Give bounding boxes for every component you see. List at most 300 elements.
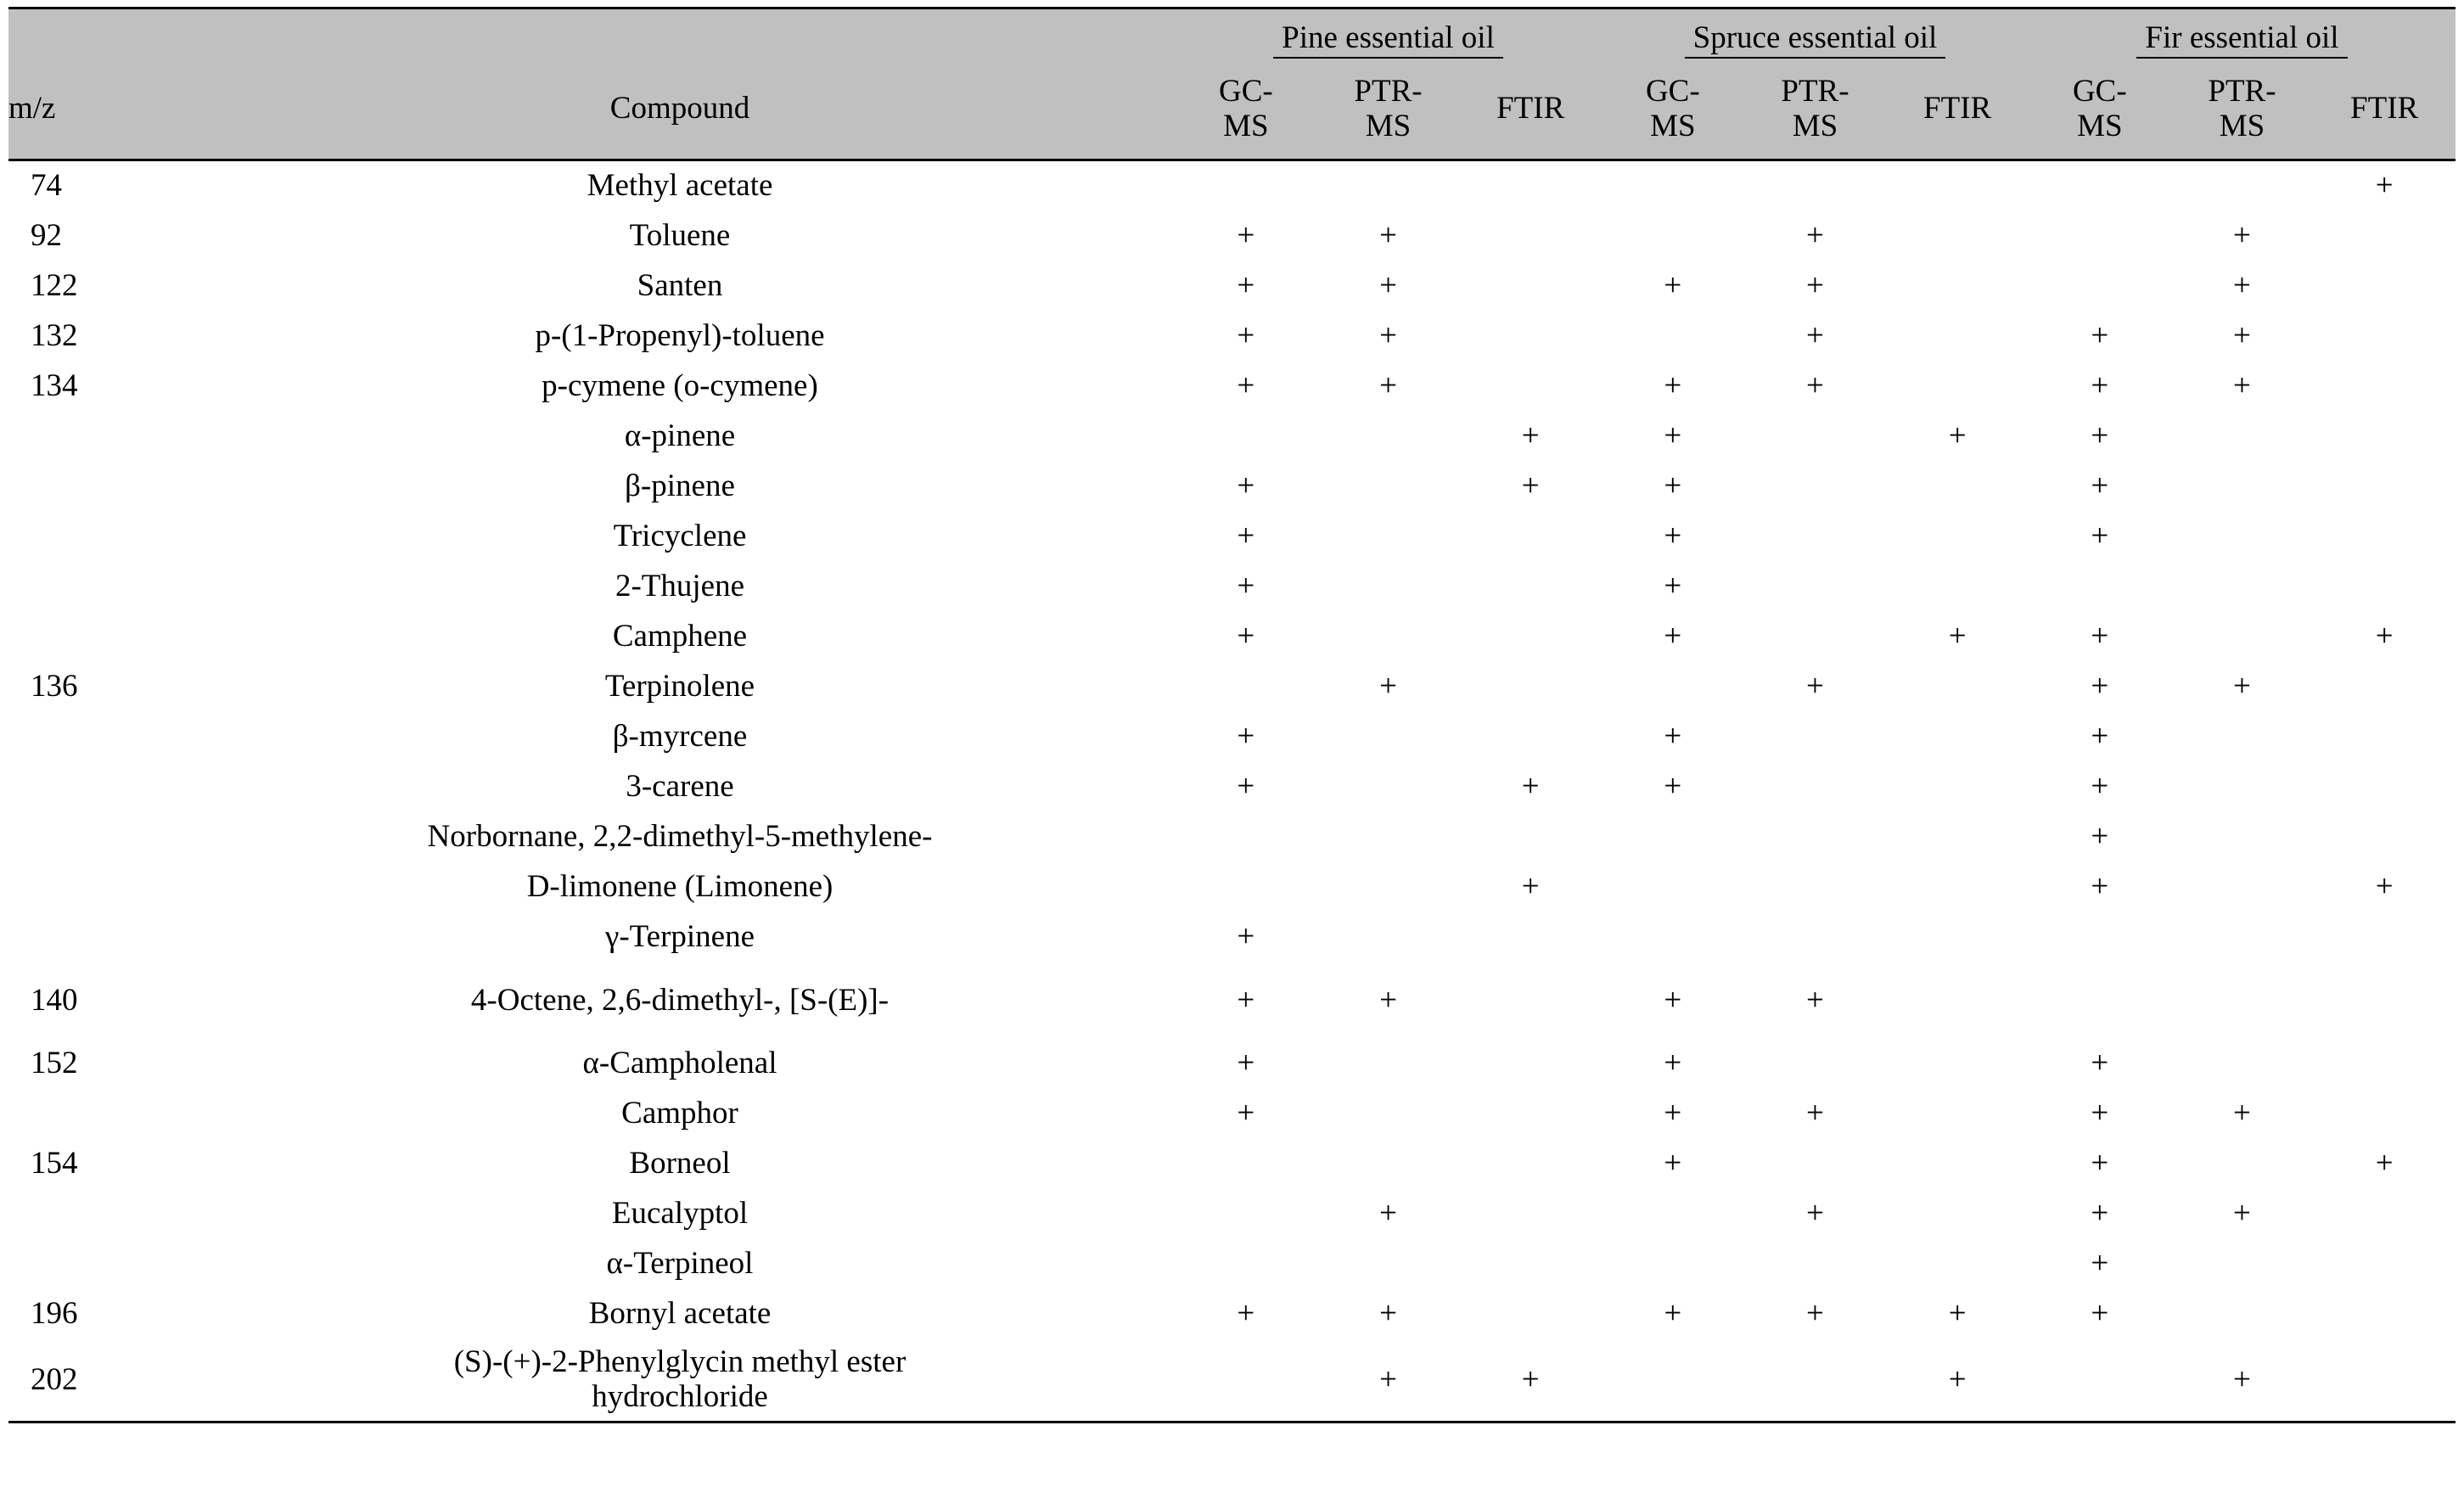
header-fir-gcms [2029,59,2171,160]
table-header [8,9,2456,160]
header-pine-ptrms [1317,59,1460,160]
cell-mz: 134 [31,368,78,404]
cell-mark: + [2091,368,2109,404]
header-fir-ptrms-label: PTR- MS [2208,73,2276,143]
cell-compound: D-limonene (Limonene) [526,869,833,905]
cell-mark: + [1379,1296,1397,1332]
cell-compound: Camphene [612,619,748,654]
cell-mark [2313,311,2456,362]
cell-mark [1602,662,1744,712]
cell-mark: + [1806,669,1824,704]
header-group-row [8,9,2456,59]
cell-mark [1886,1139,2029,1189]
cell-mark [1886,712,2029,762]
cell-mark [1459,712,1602,762]
cell-compound: α-pinene [624,418,736,454]
cell-mark [1744,812,1887,862]
table-row [8,1089,2456,1139]
cell-mark: + [2233,218,2251,254]
cell-mark: + [1806,268,1824,304]
cell-mark [2171,462,2314,512]
cell-mz: 132 [31,318,78,354]
table-row [8,412,2456,462]
header-group-spruce-label: Spruce essential oil [1685,22,1946,59]
cell-mark [1744,562,1887,612]
cell-mark [2171,562,2314,612]
cell-mark: + [1664,569,1682,604]
cell-compound: α-Campholenal [582,1046,777,1081]
cell-mark: + [2091,619,2109,654]
table-row [8,562,2456,612]
cell-mark: + [2091,519,2109,554]
cell-mark: + [1237,368,1255,404]
cell-compound: Terpinolene [604,669,755,704]
cell-mark [1175,160,1317,212]
header-compound: Compound [185,59,1175,160]
cell-compound: Norbornane, 2,2-dimethyl-5-methylene- [427,819,933,855]
cell-mark [2313,912,2456,962]
cell-mark [1744,1039,1887,1089]
cell-mark [1886,160,2029,212]
cell-mark: + [1664,519,1682,554]
cell-mark: + [1664,1296,1682,1332]
cell-mz [8,512,185,562]
cell-compound: 2-Thujene [615,569,745,604]
cell-mark: + [2091,1146,2109,1181]
cell-mark [1459,812,1602,862]
header-fir-gcms-label: GC- MS [2072,73,2127,143]
cell-mark: + [1379,982,1397,1018]
cell-mark: + [1806,982,1824,1018]
header-group-fir-label: Fir essential oil [2136,22,2347,59]
cell-mark [1886,562,2029,612]
cell-mark: + [1379,268,1397,304]
cell-mark [1317,712,1460,762]
cell-mark: + [1664,368,1682,404]
cell-mark [2313,1039,2456,1089]
cell-mz [8,712,185,762]
table-row [8,512,2456,562]
cell-mz [8,1189,185,1239]
cell-compound: γ-Terpinene [604,919,755,955]
cell-mz: 140 [31,982,78,1018]
cell-mark [1459,962,1602,1039]
table-row [8,762,2456,812]
cell-mark: + [1379,1196,1397,1232]
cell-mark [1459,211,1602,261]
cell-mark [1175,1239,1317,1289]
cell-mark [1459,1139,1602,1189]
cell-mz: 92 [31,218,62,254]
table-row [8,261,2456,311]
cell-mark [1459,1189,1602,1239]
cell-mark [1744,412,1887,462]
cell-mark [1886,211,2029,261]
header-spruce-ftir-label: FTIR [1923,91,1992,126]
table-row [8,712,2456,762]
cell-mark [1459,662,1602,712]
cell-mark [1317,1039,1460,1089]
table-row [8,1189,2456,1239]
cell-mark: + [1379,218,1397,254]
cell-mark: + [1237,519,1255,554]
cell-mark [1317,1239,1460,1289]
cell-mark: + [1237,268,1255,304]
cell-mark: + [1664,982,1682,1018]
table-row [8,211,2456,261]
cell-mark [1886,311,2029,362]
cell-mark [1886,1089,2029,1139]
table-row [8,1139,2456,1189]
cell-mark: + [1379,669,1397,704]
cell-mark: + [1521,469,1540,504]
cell-compound: (S)-(+)-2-Phenylglycin methyl ester hydrochloride [453,1344,906,1414]
cell-mark [1175,1189,1317,1239]
cell-mark [1459,261,1602,311]
cell-mark [1317,762,1460,812]
cell-mark: + [1806,1196,1824,1232]
cell-mark [2313,1289,2456,1339]
cell-mark [2029,261,2171,311]
cell-mz [8,862,185,912]
cell-mark [2313,1239,2456,1289]
cell-mark [1602,912,1744,962]
header-spruce-gcms-label: GC- MS [1645,73,1700,143]
cell-mark [2313,1189,2456,1239]
cell-mark [2171,862,2314,912]
cell-mark [1602,1239,1744,1289]
header-pine-gcms-label: GC- MS [1218,73,1273,143]
cell-mark [1886,512,2029,562]
cell-compound: p-cymene (o-cymene) [542,368,818,404]
header-fir-ptrms [2171,59,2314,160]
cell-mark [1744,1239,1887,1289]
cell-mark [2313,712,2456,762]
cell-mark: + [1521,418,1540,454]
cell-mz [8,812,185,862]
cell-mark [1886,362,2029,412]
cell-mark: + [1237,318,1255,354]
cell-mark [2171,712,2314,762]
cell-mark [1317,1089,1460,1139]
cell-mark: + [1806,318,1824,354]
cell-mark: + [2233,1361,2251,1397]
cell-mark [1886,662,2029,712]
cell-mark: + [1664,719,1682,755]
cell-mz [8,912,185,962]
cell-mark [2313,762,2456,812]
cell-mark [1317,412,1460,462]
cell-mark: + [2091,869,2109,905]
table-row [8,1239,2456,1289]
cell-mark: + [2091,1246,2109,1282]
cell-mark [2171,612,2314,662]
cell-mark [2029,160,2171,212]
cell-mark [1317,862,1460,912]
cell-mark [1886,912,2029,962]
cell-mark [2171,762,2314,812]
cell-mark [1744,1139,1887,1189]
cell-mark: + [1806,218,1824,254]
cell-mark [2313,362,2456,412]
cell-mark [1317,160,1460,212]
cell-mark [1459,160,1602,212]
cell-mark [1459,562,1602,612]
cell-mark: + [1664,1046,1682,1081]
cell-mark [2313,211,2456,261]
cell-mark [1175,862,1317,912]
cell-mark [1459,362,1602,412]
cell-mark: + [1379,1361,1397,1397]
cell-mark: + [1237,719,1255,755]
cell-mark [2171,1289,2314,1339]
cell-mark [1317,812,1460,862]
cell-mark: + [1379,368,1397,404]
header-pine-ptrms-label: PTR- MS [1354,73,1423,143]
cell-mark [2171,812,2314,862]
cell-mark [2171,962,2314,1039]
cell-mz [8,612,185,662]
table-bottom-rule [8,1421,2456,1423]
cell-mark: + [1948,1361,1967,1397]
cell-mark [1744,612,1887,662]
cell-mark [2313,462,2456,512]
cell-compound: Toluene [629,218,731,254]
header-spruce-ptrms [1744,59,1887,160]
cell-mark [2029,211,2171,261]
cell-mark [1175,662,1317,712]
cell-mark [1317,612,1460,662]
table-row [8,362,2456,412]
table-row [8,1289,2456,1339]
cell-compound: Borneol [629,1146,731,1181]
cell-mark: + [1806,368,1824,404]
cell-mark [2171,1239,2314,1289]
table-row [8,311,2456,362]
cell-mark [1317,512,1460,562]
cell-mark [1886,1239,2029,1289]
cell-mark: + [2233,318,2251,354]
cell-mz: 122 [31,268,78,304]
essential-oil-compounds-table [8,9,2456,1421]
cell-mark [2313,412,2456,462]
cell-mark: + [1521,1361,1540,1397]
cell-mark: + [1948,1296,1967,1332]
cell-mark: + [2233,368,2251,404]
cell-mark: + [1237,469,1255,504]
header-pine-ftir [1459,59,1602,160]
cell-mark [1317,562,1460,612]
cell-mark [2313,812,2456,862]
header-spruce-ftir [1886,59,2029,160]
cell-mark: + [1664,418,1682,454]
cell-mark: + [2375,168,2394,204]
cell-mark [1744,160,1887,212]
table-row [8,1039,2456,1089]
cell-mark: + [2375,619,2394,654]
cell-mz: 196 [31,1296,78,1332]
cell-mark [1602,160,1744,212]
table-body [8,160,2456,1422]
cell-mark [1602,1339,1744,1421]
cell-mark [1602,862,1744,912]
header-group-spruce [1602,9,2029,59]
header-spacer-compound [185,9,1175,59]
cell-mark: + [1521,869,1540,905]
cell-mz: 74 [31,168,62,204]
cell-mark [2313,512,2456,562]
cell-compound: Bornyl acetate [588,1296,772,1332]
header-group-pine [1175,9,1602,59]
cell-mark [1602,812,1744,862]
cell-mark: + [2091,1196,2109,1232]
cell-mark: + [2233,1096,2251,1131]
cell-mark: + [2091,418,2109,454]
cell-mark [1886,962,2029,1039]
cell-mark: + [1521,769,1540,805]
cell-mark [1744,512,1887,562]
header-fir-ftir-label: FTIR [2350,91,2419,126]
table-row [8,612,2456,662]
cell-mark [2313,962,2456,1039]
cell-mz: 202 [31,1361,78,1397]
cell-mark [1744,912,1887,962]
cell-mz: 136 [31,669,78,704]
cell-mark: + [2375,1146,2394,1181]
cell-mark [1175,1139,1317,1189]
cell-mark [2313,1339,2456,1421]
cell-mark: + [2375,869,2394,905]
table-row [8,160,2456,212]
cell-mark [1744,712,1887,762]
cell-mark [2313,662,2456,712]
cell-mark: + [2233,1196,2251,1232]
header-fir-ftir [2313,59,2456,160]
table-row [8,962,2456,1039]
cell-mark [1744,462,1887,512]
cell-mark: + [1948,418,1967,454]
cell-mark [2313,261,2456,311]
header-pine-gcms [1175,59,1317,160]
cell-mark [1175,412,1317,462]
cell-mark: + [1806,1096,1824,1131]
cell-mark: + [2091,719,2109,755]
cell-mark [2171,160,2314,212]
header-group-fir [2029,9,2456,59]
cell-mark [2029,562,2171,612]
cell-mark [2171,512,2314,562]
table-row [8,462,2456,512]
cell-mark: + [1237,769,1255,805]
header-spruce-gcms [1602,59,1744,160]
cell-mark [1317,912,1460,962]
cell-mark: + [2091,318,2109,354]
cell-mark: + [1237,1296,1255,1332]
cell-mark [1602,1189,1744,1239]
cell-mark [1886,462,2029,512]
cell-mark: + [1237,218,1255,254]
cell-mark [1602,311,1744,362]
cell-mark: + [2091,1096,2109,1131]
cell-compound: β-pinene [625,469,735,504]
cell-mark [2171,1139,2314,1189]
cell-mark: + [2091,1046,2109,1081]
cell-compound: Santen [637,268,723,304]
header-sub-row [8,59,2456,160]
cell-mark [1317,462,1460,512]
cell-mz [8,462,185,512]
cell-mark: + [2091,1296,2109,1332]
cell-mark: + [2091,669,2109,704]
cell-mark: + [1948,619,1967,654]
cell-mark: + [1664,268,1682,304]
cell-mark: + [2091,469,2109,504]
cell-mark [1459,311,1602,362]
cell-mark: + [1806,1296,1824,1332]
cell-mark [2171,1039,2314,1089]
header-pine-ftir-label: FTIR [1496,91,1565,126]
cell-mark [1886,1039,2029,1089]
cell-mark: + [1664,619,1682,654]
table-row [8,662,2456,712]
cell-mark [2313,1089,2456,1139]
header-mz: m/z [8,59,185,160]
cell-mz [8,1239,185,1289]
cell-mark: + [2233,669,2251,704]
cell-mark [1459,1039,1602,1089]
cell-mark: + [1664,1096,1682,1131]
cell-mark [1459,1239,1602,1289]
cell-compound: α-Terpineol [606,1246,754,1282]
cell-mark [1459,1089,1602,1139]
cell-mark [1886,1189,2029,1239]
cell-compound: 3-carene [626,769,734,805]
cell-mark: + [1379,318,1397,354]
cell-mz [8,762,185,812]
cell-mark [1744,1339,1887,1421]
header-spacer-mz [8,9,185,59]
cell-compound: 4-Octene, 2,6-dimethyl-, [S-(E)]- [470,982,890,1018]
cell-mark [2171,912,2314,962]
cell-mark [1459,512,1602,562]
header-group-pine-label: Pine essential oil [1273,22,1503,59]
cell-mark [1459,1289,1602,1339]
cell-mz [8,412,185,462]
cell-mark: + [2091,769,2109,805]
table-row [8,912,2456,962]
cell-mark: + [1237,619,1255,654]
cell-mark: + [1237,569,1255,604]
cell-mark [1886,812,2029,862]
cell-compound: Eucalyptol [611,1196,749,1232]
cell-mark [2313,562,2456,612]
cell-mark: + [1237,919,1255,955]
cell-mark [1602,211,1744,261]
table-row [8,1339,2456,1421]
cell-mark [1175,1339,1317,1421]
cell-mark: + [1237,982,1255,1018]
cell-mark [2029,912,2171,962]
cell-mz [8,1089,185,1139]
table-row [8,862,2456,912]
cell-mark [2029,1339,2171,1421]
cell-mark [1317,1139,1460,1189]
cell-compound: Tricyclene [613,519,747,554]
cell-mark: + [1664,769,1682,805]
cell-compound: Camphor [621,1096,738,1131]
cell-mark [1744,762,1887,812]
header-spruce-ptrms-label: PTR- MS [1781,73,1849,143]
